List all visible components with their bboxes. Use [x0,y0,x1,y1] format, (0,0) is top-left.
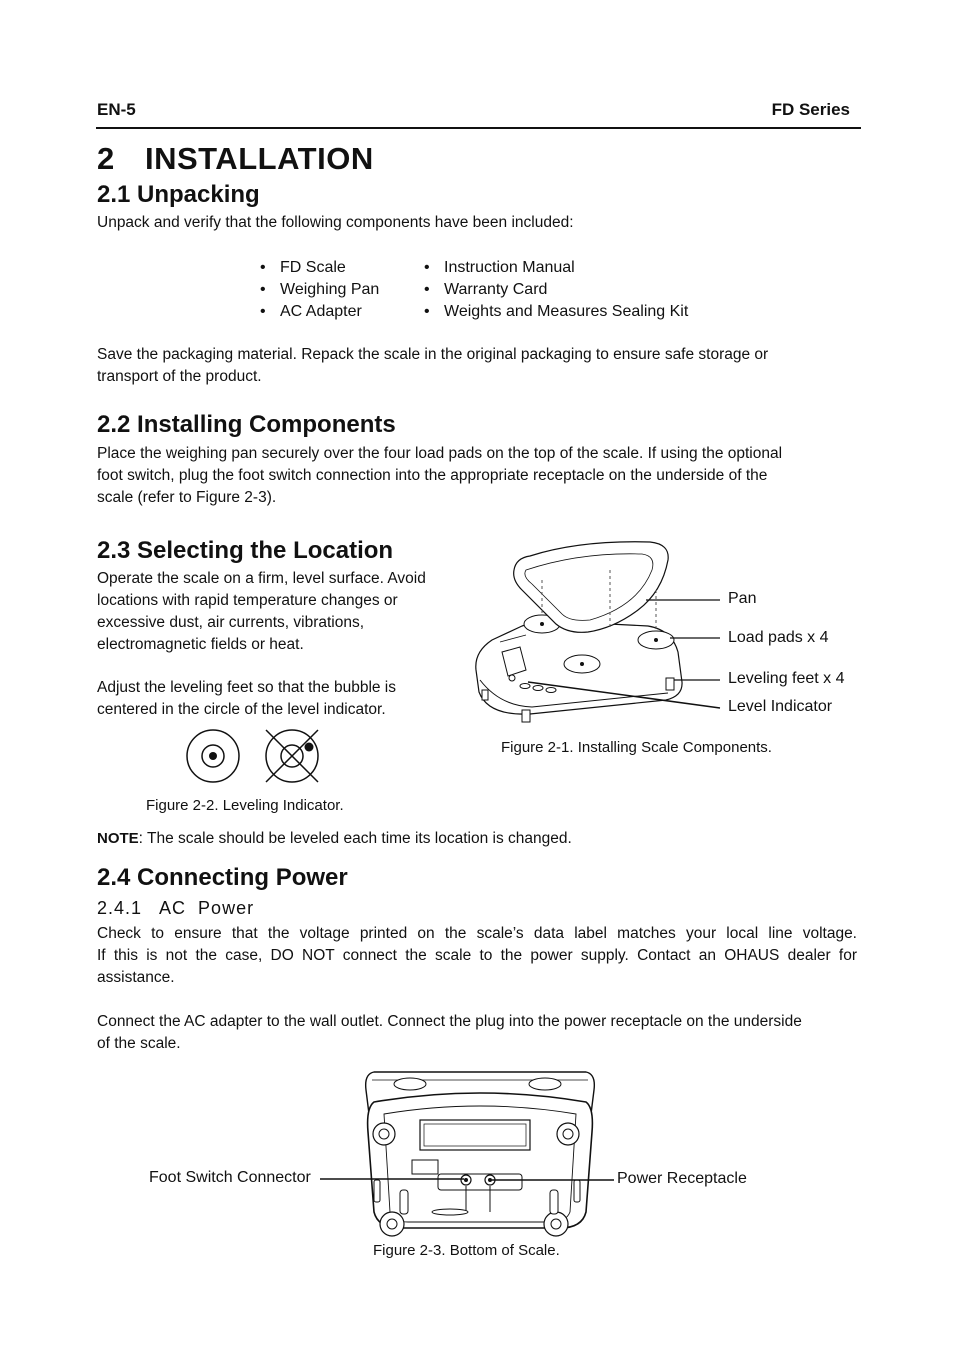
location-line-5: Adjust the leveling feet so that the bubble is [97,679,397,696]
location-line-1: Operate the scale on a firm, level surface. Avoid [97,570,426,587]
label-power-receptacle: Power Receptacle [617,1170,747,1187]
power-line-2: If this is not the case, DO NOT connect the scale to the power supply. Contact an OHAUS dealer for [97,947,857,964]
install-line-1: Place the weighing pan securely over the four load pads on the top of the scale. If using the optional [97,445,783,462]
components-list-2 [424,257,688,323]
packaging-line-2: transport of the product. [97,368,262,385]
page-number: EN-5 [97,100,136,119]
chapter-number: 2 [97,141,115,176]
subsection-2-4-1-title: 2.4.1 AC Power [97,898,255,918]
power-line-1: Check to ensure that the voltage printed on the scale’s data label matches your local line voltage. [97,925,857,942]
chapter-title: INSTALLATION [145,141,374,176]
section-2-3-title: 2.3 Selecting the Location [97,537,394,564]
scale-components-figure [470,530,710,730]
location-line-3: excessive dust, air currents, vibrations, [97,614,365,631]
level-wrong-icon [266,730,318,782]
label-foot-switch-connector: Foot Switch Connector [149,1169,311,1186]
install-line-3: scale (refer to Figure 2-3). [97,489,277,506]
note-text: : The scale should be leveled each time its location is changed. [138,830,572,847]
label-pan: Pan [728,590,757,607]
components-list-1 [260,257,379,323]
location-line-6: centered in the circle of the level indicator. [97,701,386,718]
header-rule [96,127,861,129]
adapter-line-2: of the scale. [97,1035,181,1052]
note-label: NOTE [97,830,139,847]
section-2-2-title: 2.2 Installing Components [97,411,396,438]
leveling-indicator-figure [185,728,325,788]
figure-2-3-caption: Figure 2-3. Bottom of Scale. [373,1242,560,1259]
level-ok-icon [187,730,239,782]
adapter-line-1: Connect the AC adapter to the wall outlet. Connect the plug into the power receptacle on the underside [97,1013,802,1030]
list-item: • Instruction Manual [424,259,575,276]
section-2-4-title: 2.4 Connecting Power [97,864,348,891]
label-load-pads: Load pads x 4 [728,629,829,646]
list-item: • FD Scale [260,259,346,276]
list-item: • Warranty Card [424,281,548,298]
location-line-4: electromagnetic fields or heat. [97,636,304,653]
figure-2-2-caption: Figure 2-2. Leveling Indicator. [146,797,344,814]
unpack-intro: Unpack and verify that the following components have been included: [97,214,574,231]
label-leveling-feet: Leveling feet x 4 [728,670,845,687]
label-level-indicator: Level Indicator [728,698,833,715]
scale-bottom-figure [360,1062,600,1242]
install-line-2: foot switch, plug the foot switch connection into the appropriate receptacle on the underside of the [97,467,768,484]
figure-2-1-caption: Figure 2-1. Installing Scale Components. [501,739,772,756]
list-item: • AC Adapter [260,303,362,320]
list-item: • Weighing Pan [260,281,380,298]
section-2-1-title: 2.1 Unpacking [97,181,260,208]
location-line-2: locations with rapid temperature changes or [97,592,398,609]
power-line-3: assistance. [97,969,175,986]
packaging-line-1: Save the packaging material. Repack the scale in the original packaging to ensure safe storage or [97,346,769,363]
note [97,828,572,850]
list-item: • Weights and Measures Sealing Kit [424,303,689,320]
series-title: FD Series [771,100,850,119]
